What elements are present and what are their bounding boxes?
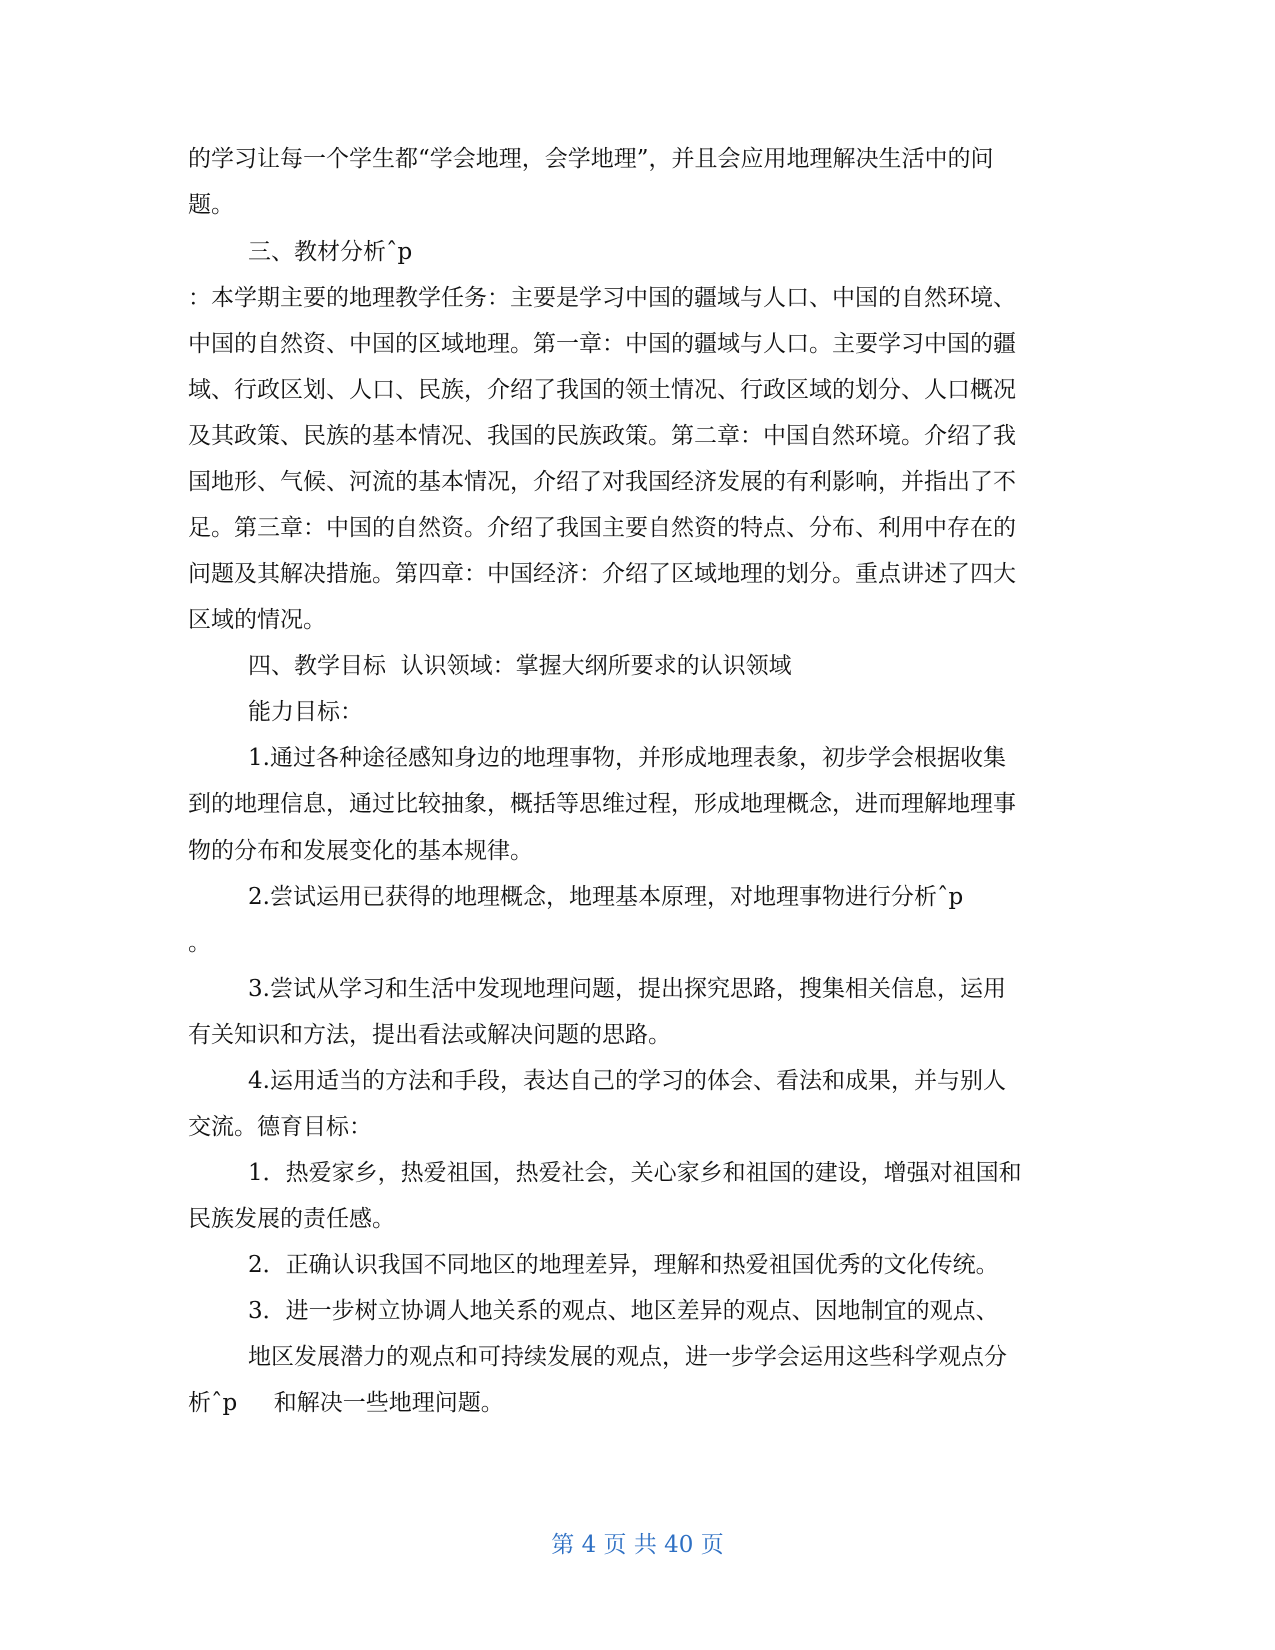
- text-line: 能力目标：: [248, 699, 363, 725]
- text-line: 1.通过各种途径感知身边的地理事物，并形成地理表象，初步学会根据收集: [248, 745, 1006, 771]
- text-line: 交流。德育目标：: [188, 1114, 372, 1140]
- text-line: 1．热爱家乡，热爱祖国，热爱社会，关心家乡和祖国的建设，增强对祖国和: [248, 1160, 1022, 1186]
- text-line: 国地形、气候、河流的基本情况，介绍了对我国经济发展的有利影响，并指出了不: [188, 469, 1016, 495]
- text-line: ：本学期主要的地理教学任务：主要是学习中国的疆域与人口、中国的自然环境、: [188, 285, 1016, 311]
- text-line: 足。第三章：中国的自然资。介绍了我国主要自然资的特点、分布、利用中存在的: [188, 515, 1016, 541]
- text-line: 地区发展潜力的观点和可持续发展的观点，进一步学会运用这些科学观点分: [248, 1344, 1007, 1370]
- section-heading: 三、教材分析ˆp: [248, 239, 413, 265]
- text-line: 中国的自然资、中国的区域地理。第一章：中国的疆域与人口。主要学习中国的疆: [188, 331, 1016, 357]
- text-line: 有关知识和方法，提出看法或解决问题的思路。: [188, 1022, 671, 1048]
- text-line: 的学习让每一个学生都“学会地理，会学地理”，并且会应用地理解决生活中的问: [188, 146, 994, 172]
- page-number: 第 4 页 共 40 页: [551, 1532, 724, 1558]
- text-line: 到的地理信息，通过比较抽象，概括等思维过程，形成地理概念，进而理解地理事: [188, 791, 1016, 817]
- text-line: 物的分布和发展变化的基本规律。: [188, 838, 533, 864]
- text-line: 2.尝试运用已获得的地理概念，地理基本原理，对地理事物进行分析ˆp: [248, 884, 964, 910]
- text-line: 问题及其解决措施。第四章：中国经济：介绍了区域地理的划分。重点讲述了四大: [188, 561, 1016, 587]
- text-line: 域、行政区划、人口、民族，介绍了我国的领土情况、行政区域的划分、人口概况: [188, 377, 1016, 403]
- text-line: 。: [188, 930, 211, 956]
- text-line: 3.尝试从学习和生活中发现地理问题，提出探究思路，搜集相关信息，运用: [248, 976, 1006, 1002]
- text-line: 区域的情况。: [188, 607, 326, 633]
- text-line: 2．正确认识我国不同地区的地理差异，理解和热爱祖国优秀的文化传统。: [248, 1252, 999, 1278]
- text-line: 4.运用适当的方法和手段，表达自己的学习的体会、看法和成果，并与别人: [248, 1068, 1006, 1094]
- text-line: 题。: [188, 192, 234, 218]
- text-line: 民族发展的责任感。: [188, 1206, 395, 1232]
- text-line: 及其政策、民族的基本情况、我国的民族政策。第二章：中国自然环境。介绍了我: [188, 423, 1016, 449]
- text-line: 3．进一步树立协调人地关系的观点、地区差异的观点、因地制宜的观点、: [248, 1298, 999, 1324]
- text-line: 析ˆp 和解决一些地理问题。: [188, 1390, 504, 1416]
- section-heading: 四、教学目标 认识领域：掌握大纲所要求的认识领域: [248, 653, 792, 679]
